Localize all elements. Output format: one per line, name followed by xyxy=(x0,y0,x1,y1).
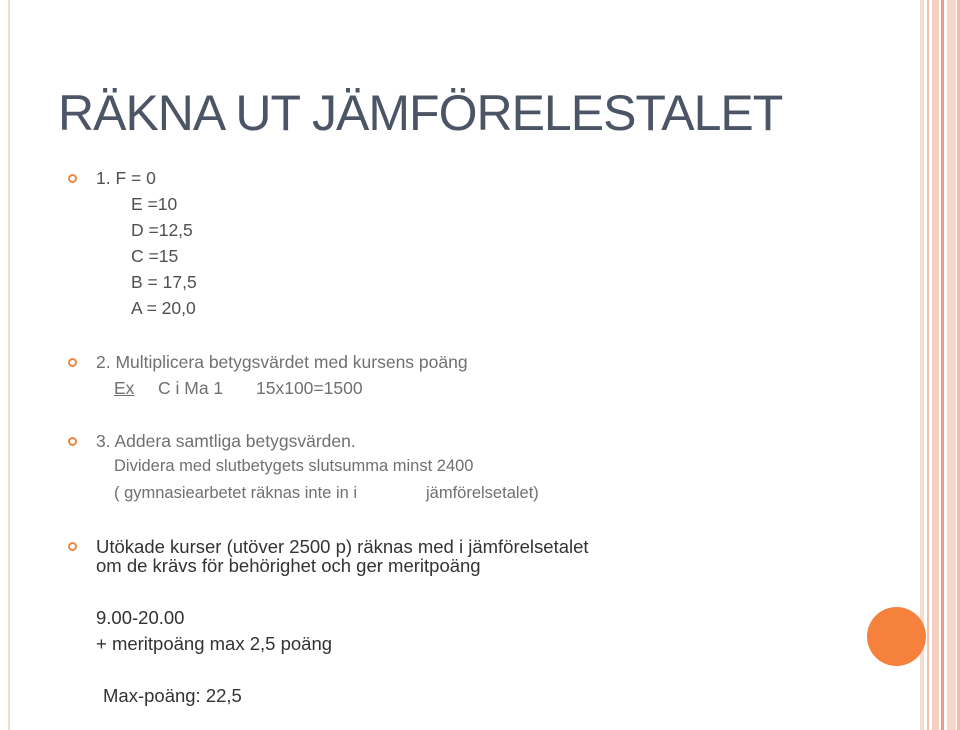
example-calculation: 15x100=1500 xyxy=(256,378,363,398)
example-course: C i Ma 1 xyxy=(158,378,224,398)
extended-courses-text-2: om de krävs för behörighet och ger meritpoäng xyxy=(96,555,481,576)
decorative-stripe xyxy=(932,0,939,730)
grade-line: B = 17,5 xyxy=(131,272,197,292)
decorative-orange-circle xyxy=(867,607,926,666)
example-label: Ex xyxy=(114,378,135,398)
merit-points-text: + meritpoäng max 2,5 poäng xyxy=(96,633,333,654)
bullet-icon xyxy=(68,358,77,367)
left-border-line xyxy=(8,0,10,730)
step3-divide-text: Dividera med slutbetygets slutsumma minst 2400 xyxy=(114,457,474,475)
decorative-stripe xyxy=(927,0,929,730)
score-range: 9.00-20.00 xyxy=(96,607,185,628)
max-points-text: Max-poäng: 22,5 xyxy=(103,685,242,706)
grade-line: C =15 xyxy=(131,246,179,266)
bullet-icon xyxy=(68,437,77,446)
bullet-icon xyxy=(68,174,77,183)
step3-note-text: ( gymnasiearbetet räknas inte in i xyxy=(114,484,358,502)
decorative-stripe xyxy=(941,0,944,730)
bullet-icon xyxy=(68,542,77,551)
step3-heading: 3. Addera samtliga betygsvärden. xyxy=(96,431,356,451)
grade-line: 1. F = 0 xyxy=(96,168,156,188)
grade-line: D =12,5 xyxy=(131,220,193,240)
step2-heading: 2. Multiplicera betygsvärdet med kursens poäng xyxy=(96,352,468,372)
step3-note-text-end: jämförelsetalet) xyxy=(426,484,539,502)
extended-courses-text: Utökade kurser (utöver 2500 p) räknas med i jämförelsetalet xyxy=(96,536,589,557)
decorative-stripe xyxy=(947,0,956,730)
slide-title: RÄKNA UT JÄMFÖRELESTALET xyxy=(58,85,783,141)
grade-line: A = 20,0 xyxy=(131,298,196,318)
grade-line: E =10 xyxy=(131,194,178,214)
